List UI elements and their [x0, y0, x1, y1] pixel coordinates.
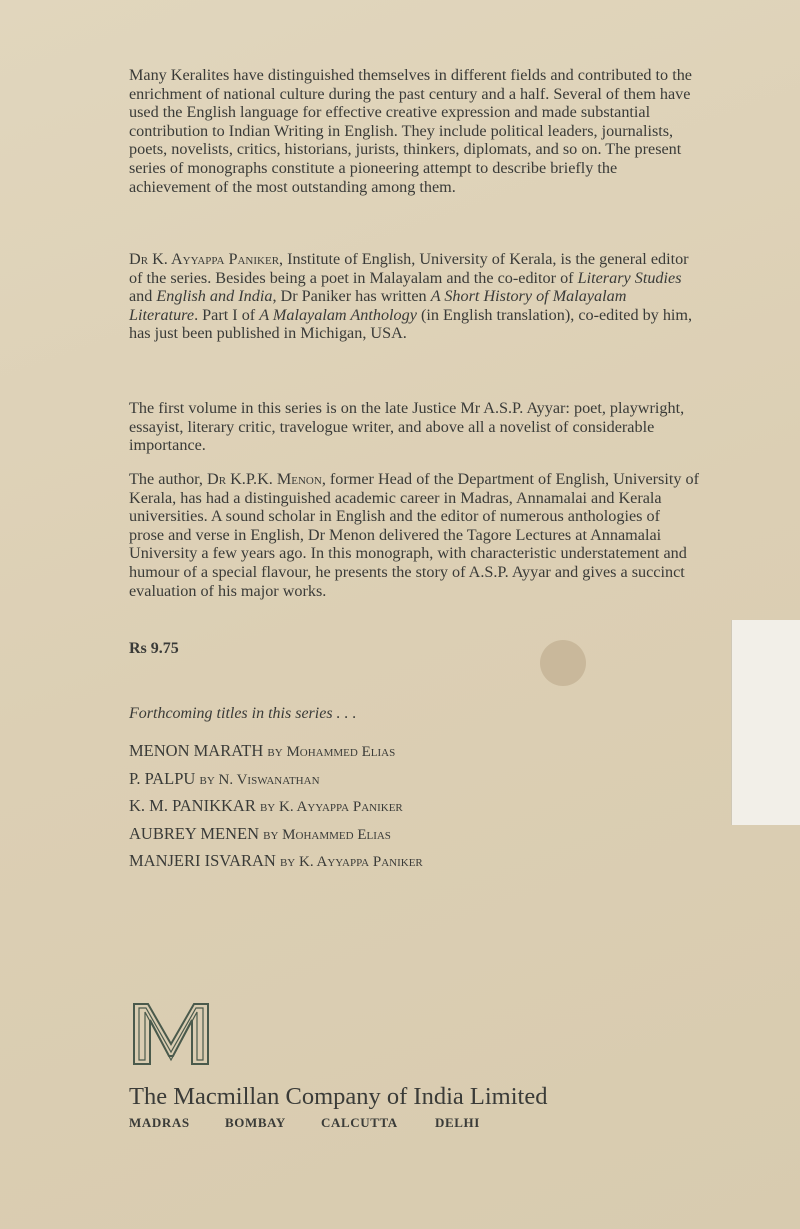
- book-title-1: A Short History of Malayalam Literature: [129, 287, 627, 324]
- title-author: by K. Ayyappa Paniker: [259, 799, 403, 815]
- author-text-2: , former Head of the Department of English, University of Kerala, has had a distinguished academic career in Madras, Annamalai and Kerala universities. A sound scholar in English and the editor of numerous anthologies of prose and verse in English, Dr Menon delivered the Tagore Lectures at Annamalai University a few years ago. In this monograph, with characteristic understatement and humour of a special flavour, he presents the story of A.S.P. Ayyar and gives a succinct evaluation of his major works.: [129, 470, 699, 600]
- author-text-1: The author,: [129, 470, 208, 488]
- city: DELHI: [435, 1115, 480, 1130]
- macmillan-logo-icon: [130, 1000, 212, 1068]
- city: BOMBAY: [225, 1115, 286, 1130]
- series-intro: [129, 66, 699, 196]
- title-subject: AUBREY MENEN: [129, 823, 260, 843]
- editor-text-2: and: [129, 287, 157, 306]
- price: Rs 9.75: [129, 640, 179, 657]
- editor-text: [129, 250, 699, 343]
- forthcoming-list: [129, 738, 423, 876]
- list-item: [129, 821, 423, 849]
- title-author: by N. Viswanathan: [199, 771, 320, 788]
- editor-name: Dr K. Ayyappa Paniker: [129, 250, 280, 268]
- paper-stain: [540, 640, 586, 686]
- series-intro-text: Many Keralites have distinguished themselves in different fields and contributed to the enrichment of national culture during the past century and a half. Several of them have used the English language for effective creative expression and made substantial contribution to Indian Writing in English. They include political leaders, journalists, poets, novelists, critics, historians, jurists, thinkers, diplomats, and so on. The present series of monographs constitute a pioneering attempt to describe briefly the achievement of the most outstanding among them.: [129, 66, 692, 196]
- title-subject: P. PALPU: [129, 768, 196, 788]
- title-author: by K. Ayyappa Paniker: [279, 854, 423, 870]
- editor-text-4: . Part I of: [194, 305, 260, 324]
- editor-text-1: , Institute of English, University of Kerala, is the general editor of the series. Besides being a poet in Malayalam and the co-editor of: [129, 250, 689, 287]
- author-paragraph: [129, 470, 699, 600]
- journal-title-1: Literary Studies: [577, 268, 682, 287]
- title-subject: K. M. PANIKKAR: [129, 796, 256, 815]
- publisher-cities: [129, 1115, 495, 1131]
- torn-paper-patch: [731, 620, 800, 825]
- title-author: by Mohammed Elias: [263, 826, 391, 843]
- volume-text: The first volume in this series is on the late Justice Mr A.S.P. Ayyar: poet, playwright, essayist, literary critic, travelogue writer, and above all a novelist of considerable importance.: [129, 399, 685, 455]
- journal-title-2: English and India: [156, 287, 273, 306]
- city: CALCUTTA: [321, 1115, 398, 1130]
- author-text: [129, 470, 699, 600]
- title-subject: MANJERI ISVARAN: [129, 851, 276, 870]
- editor-paragraph: [129, 250, 699, 343]
- editor-text-5: (in English translation), co-edited by him, has just been published in Michigan, USA.: [129, 305, 693, 343]
- title-subject: MENON MARATH: [129, 741, 264, 760]
- forthcoming-heading: Forthcoming titles in this series . . .: [129, 705, 357, 722]
- title-author: by Mohammed Elias: [267, 744, 396, 760]
- editor-text-3: , Dr Paniker has written: [272, 287, 431, 306]
- volume-paragraph: [129, 399, 699, 455]
- list-item: [129, 766, 423, 794]
- list-item: [129, 738, 423, 766]
- author-name: Dr K.P.K. Menon: [207, 470, 322, 488]
- book-title-2: A Malayalam Anthology: [259, 305, 417, 324]
- city: MADRAS: [129, 1115, 190, 1130]
- publisher-name: The Macmillan Company of India Limited: [129, 1083, 548, 1110]
- list-item: [129, 793, 423, 821]
- list-item: [129, 848, 423, 876]
